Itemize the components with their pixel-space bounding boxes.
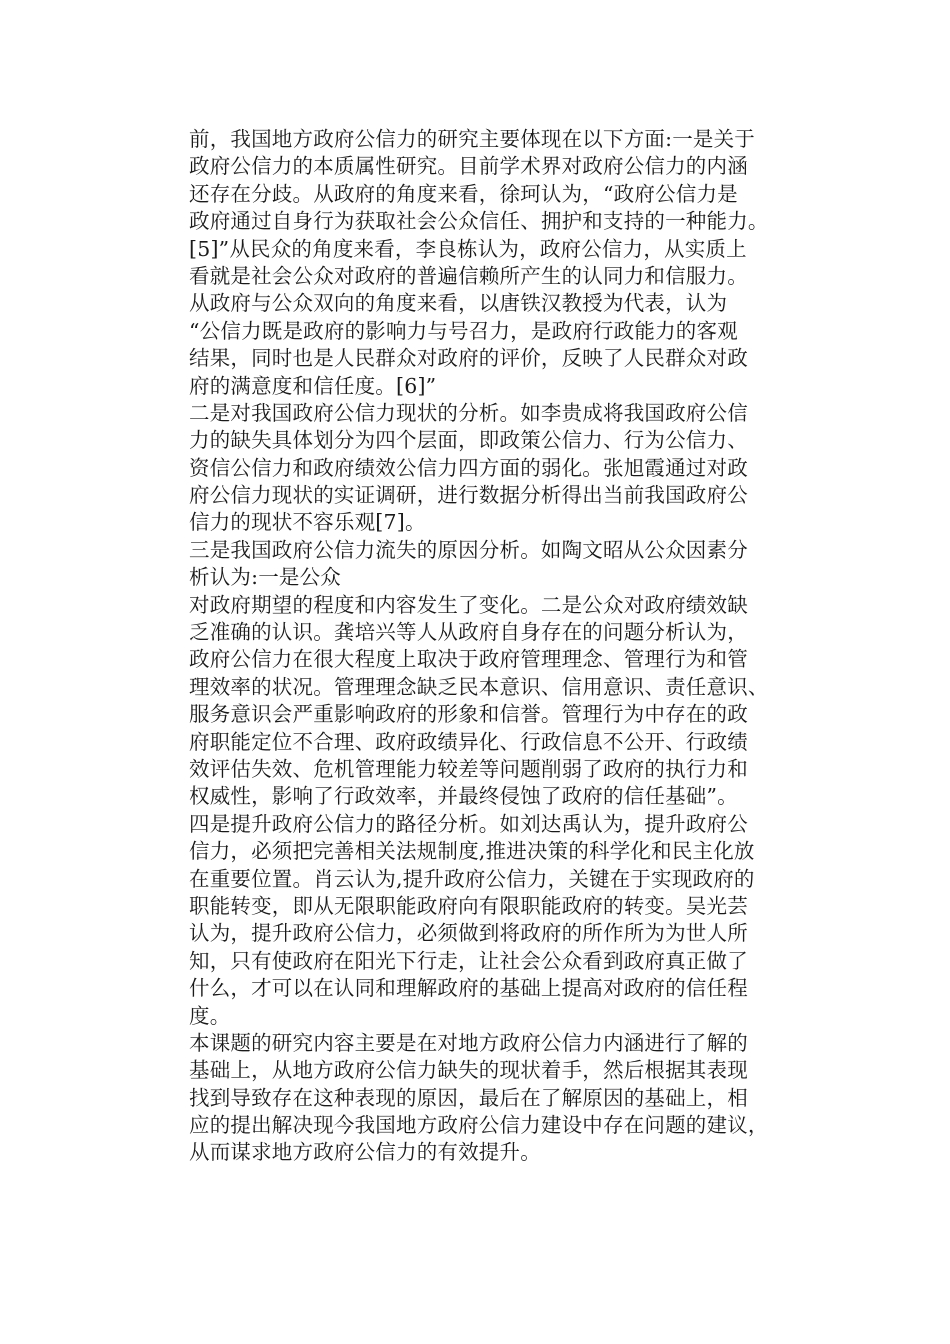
text-line: “公信力既是政府的影响力与号召力，是政府行政能力的客观	[189, 318, 738, 343]
text-line: 应的提出解决现今我国地方政府公信力建设中存在问题的建议，	[189, 1113, 769, 1138]
body-text	[189, 126, 814, 1167]
text-line: 权威性，影响了行政效率，并最终侵蚀了政府的信任基础”。	[189, 784, 738, 809]
text-line: 服务意识会严重影响政府的形象和信誉。管理行为中存在的政	[189, 702, 748, 727]
text-line: 信力，必须把完善相关法规制度,推进决策的科学化和民主化放	[189, 839, 755, 864]
text-line: 府公信力现状的实证调研，进行数据分析得出当前我国政府公	[189, 483, 748, 508]
text-line: 从而谋求地方政府公信力的有效提升。	[189, 1140, 541, 1165]
text-line: 政府通过自身行为获取社会公众信任、拥护和支持的一种能力。	[189, 209, 769, 234]
text-line: 对政府期望的程度和内容发生了变化。二是公众对政府绩效缺	[189, 592, 748, 617]
text-line: 什么，才可以在认同和理解政府的基础上提高对政府的信任程	[189, 976, 748, 1001]
text-line: 府的满意度和信任度。[6]”	[189, 373, 437, 398]
text-line: 前，我国地方政府公信力的研究主要体现在以下方面:一是关于	[189, 127, 756, 151]
text-line: 结果，同时也是人民群众对政府的评价，反映了人民群众对政	[189, 346, 748, 371]
text-line: 资信公信力和政府绩效公信力四方面的弱化。张旭霞通过对政	[189, 455, 748, 480]
text-line: [5]”从民众的角度来看，李良栋认为，政府公信力，从实质上	[189, 236, 747, 261]
text-line: 信力的现状不容乐观[7]。	[189, 510, 426, 535]
text-line: 本课题的研究内容主要是在对地方政府公信力内涵进行了解的	[189, 1030, 748, 1055]
text-line: 度。	[189, 1003, 231, 1028]
text-line: 政府公信力在很大程度上取决于政府管理理念、管理行为和管	[189, 647, 748, 672]
text-line: 府职能定位不合理、政府政绩异化、行政信息不公开、行政绩	[189, 729, 748, 754]
text-line: 理效率的状况。管理理念缺乏民本意识、信用意识、责任意识、	[189, 674, 769, 699]
text-line: 知，只有使政府在阳光下行走，让社会公众看到政府真正做了	[189, 948, 748, 973]
text-line: 在重要位置。肖云认为,提升政府公信力，关键在于实现政府的	[189, 866, 755, 891]
text-line: 找到导致存在这种表现的原因，最后在了解原因的基础上，相	[189, 1085, 748, 1110]
text-line: 乏准确的认识。龚培兴等人从政府自身存在的问题分析认为，	[189, 620, 748, 645]
text-line: 基础上，从地方政府公信力缺失的现状着手，然后根据其表现	[189, 1058, 748, 1083]
text-line: 认为，提升政府公信力，必须做到将政府的所作所为为世人所	[189, 921, 748, 946]
text-line: 四是提升政府公信力的路径分析。如刘达禹认为，提升政府公	[189, 811, 748, 836]
text-line: 从政府与公众双向的角度来看，以唐铁汉教授为代表，认为	[189, 291, 728, 316]
text-line: 效评估失效、危机管理能力较差等问题削弱了政府的执行力和	[189, 756, 748, 781]
text-line: 析认为:一是公众	[189, 565, 342, 590]
text-line: 二是对我国政府公信力现状的分析。如李贵成将我国政府公信	[189, 400, 748, 425]
text-line: 政府公信力的本质属性研究。目前学术界对政府公信力的内涵	[189, 154, 748, 179]
text-line: 还存在分歧。从政府的角度来看，徐珂认为，“政府公信力是	[189, 181, 738, 206]
text-line: 三是我国政府公信力流失的原因分析。如陶文昭从公众因素分	[189, 537, 748, 562]
text-line: 力的缺失具体划分为四个层面，即政策公信力、行为公信力、	[189, 428, 748, 453]
text-line: 看就是社会公众对政府的普遍信赖所产生的认同力和信服力。	[189, 263, 748, 288]
text-line: 职能转变，即从无限职能政府向有限职能政府的转变。吴光芸	[189, 893, 748, 918]
